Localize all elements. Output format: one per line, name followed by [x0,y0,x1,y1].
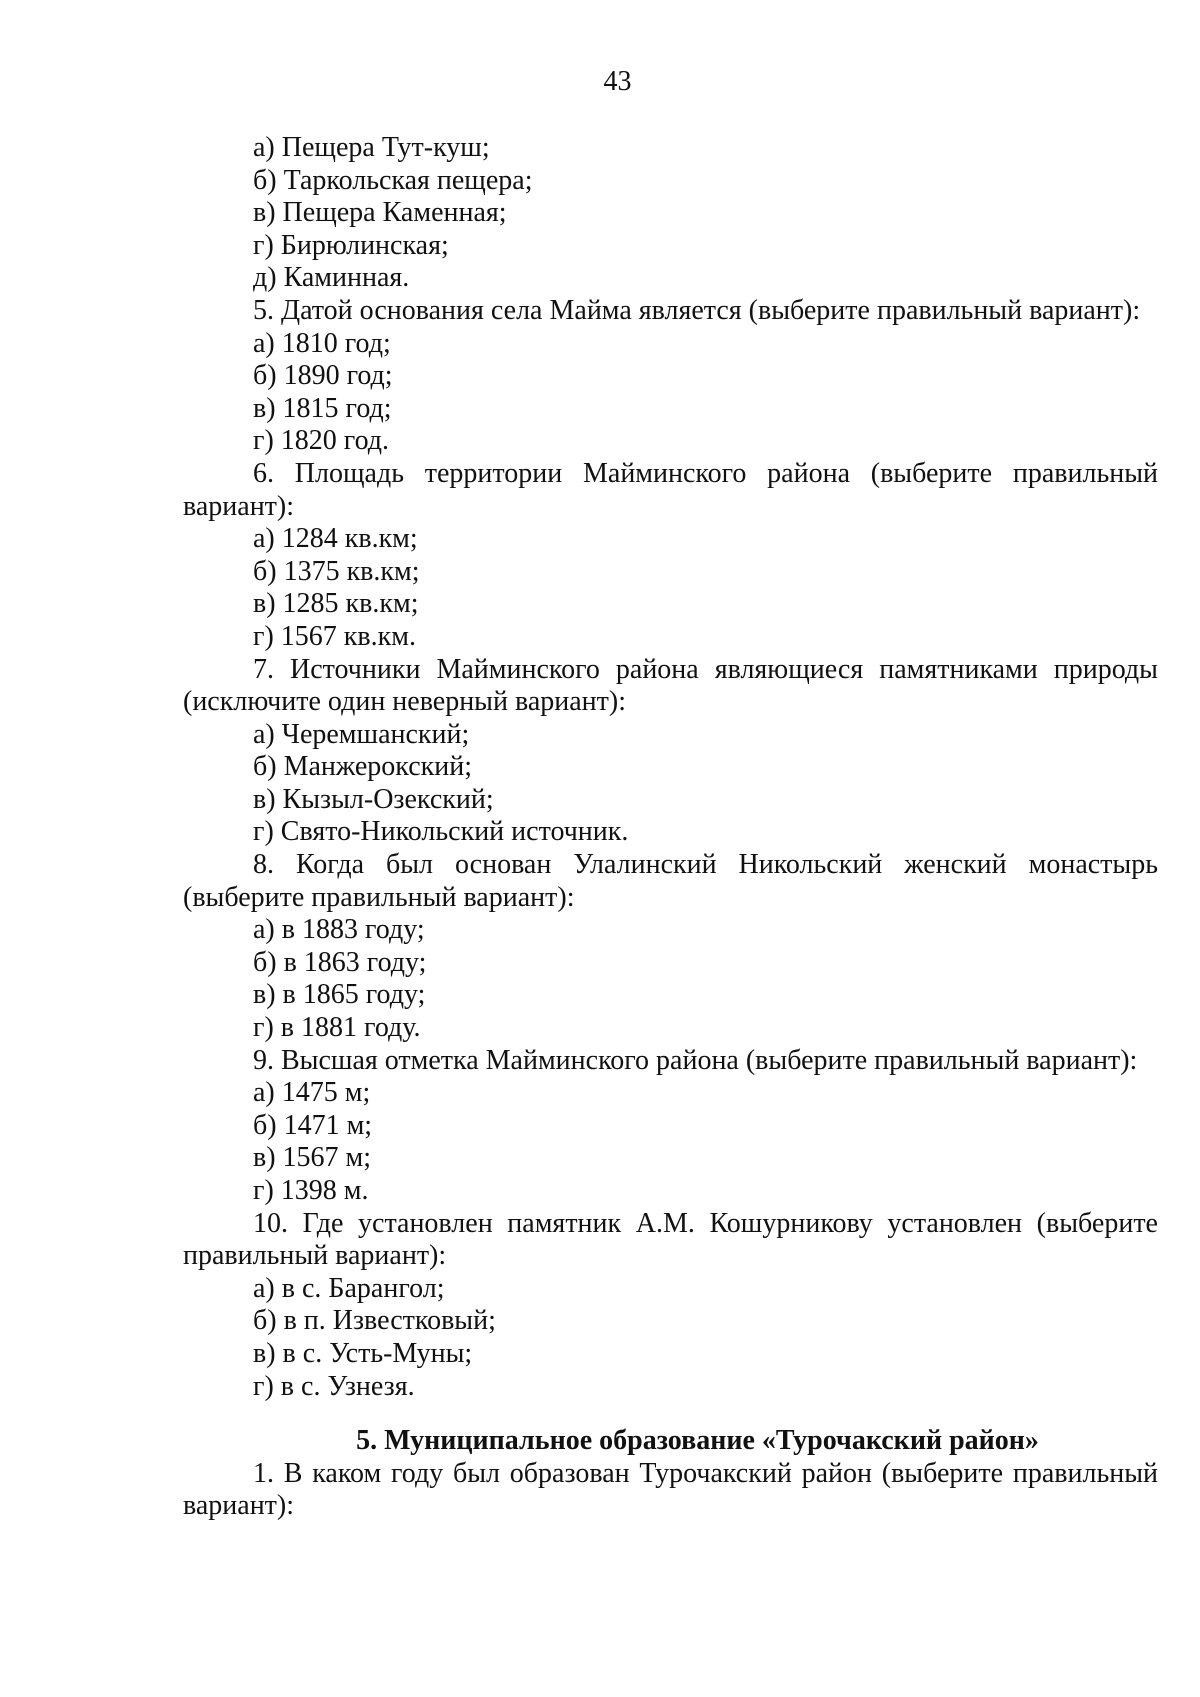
answer-option: б) Таркольская пещера; [253,164,533,196]
answer-option: г) 1567 кв.км. [253,620,416,652]
answer-option: а) в с. Барангол; [253,1272,445,1304]
answer-option: а) Черемшанский; [253,718,470,750]
question-text: 8. Когда был основан Улалинский Никольский женский монастырь (выберите правильный вариант): [183,849,1158,913]
answer-option: б) Манжерокский; [253,751,472,783]
answer-option: б) 1375 кв.км; [253,555,420,587]
answer-option: г) в 1881 году. [253,1012,421,1044]
question-text: 9. Высшая отметка Майминского района (выберите правильный вариант): [253,1044,1138,1076]
question-text: 5. Датой основания села Майма является (выберите правильный вариант): [253,294,1141,326]
section-heading: 5. Муниципальное образование «Турочакский район» [356,1425,1039,1457]
answer-option: г) в с. Узнезя. [253,1370,415,1402]
answer-option: г) Свято-Никольский источник. [253,816,629,848]
answer-option: г) Бирюлинская; [253,229,449,261]
question-text: 1. В каком году был образован Турочакский район (выберите правильный вариант): [183,1457,1158,1522]
answer-option: а) Пещера Тут-куш; [253,132,490,163]
answer-option: в) 1285 кв.км; [253,588,419,620]
answer-option: б) 1890 год; [253,360,393,392]
answer-option: в) в 1865 году; [253,979,426,1011]
answer-option: б) в п. Известковый; [253,1305,496,1337]
answer-option: в) 1815 год; [253,392,392,424]
answer-option: а) в 1883 году; [253,914,425,946]
question-text: 6. Площадь территории Майминского района (выберите правильный вариант): [183,457,1158,522]
answer-option: б) в 1863 году; [253,946,427,978]
document-body [183,132,1158,1523]
answer-option: б) 1471 м; [253,1109,373,1141]
page-number: 43 [603,66,632,97]
question-text: 7. Источники Майминского района являющиеся памятниками природы (исключите один неверный вариант): [183,653,1158,718]
answer-option: в) в с. Усть-Муны; [253,1337,473,1369]
question-text: 10. Где установлен памятник А.М. Кошурникову установлен (выберите правильный вариант): [183,1207,1158,1272]
answer-option: д) Каминная. [253,262,410,294]
answer-option: а) 1810 год; [253,327,391,359]
answer-option: в) 1567 м; [253,1142,372,1174]
answer-option: в) Пещера Каменная; [253,197,507,229]
answer-option: в) Кызыл-Озекский; [253,783,494,815]
answer-option: г) 1820 год. [253,425,390,457]
answer-option: г) 1398 м. [253,1175,369,1206]
answer-option: а) 1475 м; [253,1077,371,1109]
answer-option: а) 1284 кв.км; [253,523,418,555]
